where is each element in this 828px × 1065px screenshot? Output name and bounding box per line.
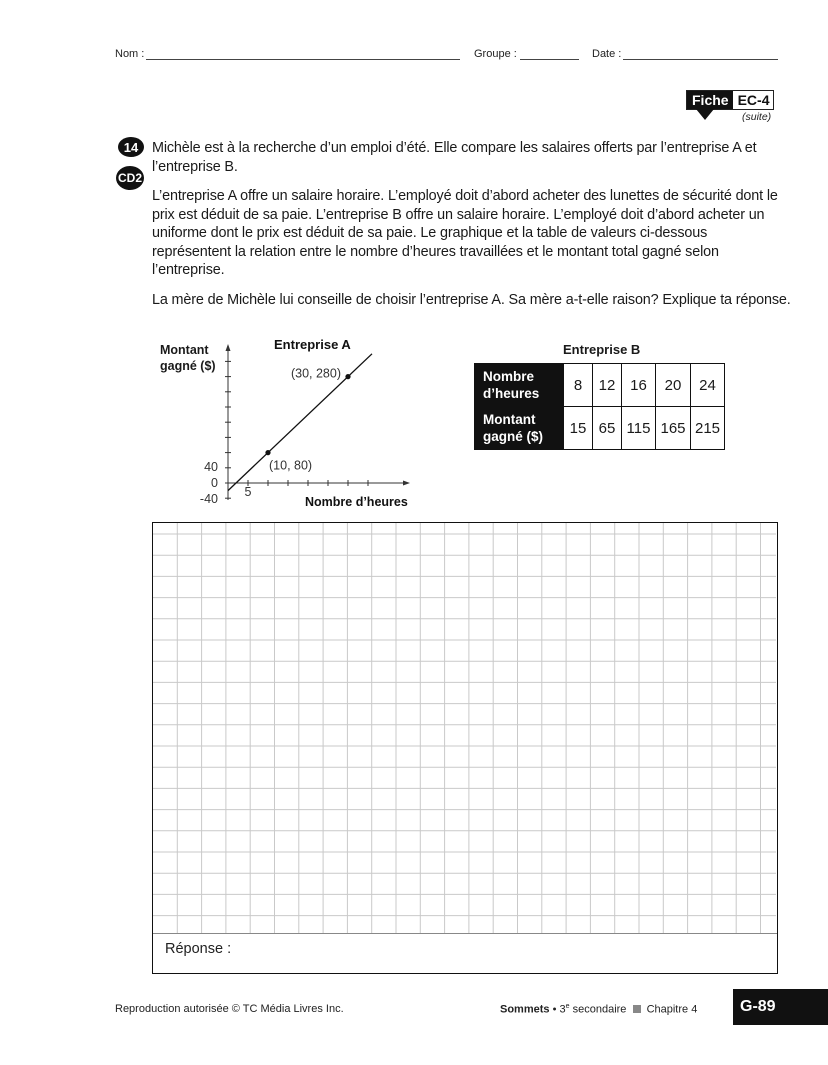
table-b-title: Entreprise B: [563, 342, 641, 357]
group-label: Groupe :: [474, 48, 517, 60]
date-label: Date :: [592, 48, 622, 60]
data-point: [265, 450, 270, 455]
x-tick-label-5: 5: [244, 485, 252, 499]
date-field[interactable]: [623, 59, 778, 60]
fiche-suite: (suite): [742, 111, 772, 123]
question-number-badge: 14: [118, 137, 144, 157]
answer-area[interactable]: [153, 933, 777, 973]
y-tick-label-neg40: -40: [199, 492, 218, 506]
data-point: [345, 374, 350, 379]
name-field[interactable]: [146, 59, 460, 60]
table-cell: 16: [622, 364, 656, 407]
competency-badge: CD2: [116, 166, 144, 190]
y-axis-arrow-icon: [226, 344, 231, 351]
data-point-label: (30, 280): [290, 366, 341, 381]
chart-ylabel-line1: Montant: [160, 343, 209, 357]
level-superscript: e: [565, 1003, 570, 1010]
data-point-label: (10, 80): [269, 458, 313, 473]
question-intro: Michèle est à la recherche d’un emploi d’été. Elle compare les salaires offerts par l’entreprise A et l’entreprise B.: [152, 140, 757, 175]
answer-label: Réponse :: [165, 941, 232, 957]
copyright: Reproduction autorisée © TC Média Livres Inc.: [115, 1003, 344, 1015]
square-bullet-icon: [633, 1005, 641, 1013]
fiche-tag: [686, 90, 774, 110]
question-prompt: La mère de Michèle lui conseille de choisir l’entreprise A. Sa mère a-t-elle raison? Explique ta réponse.: [152, 292, 791, 308]
level-text: secondaire: [572, 1003, 627, 1016]
book-title: Sommets: [500, 1003, 550, 1016]
table-row-amounts: [475, 407, 725, 450]
entreprise-a-chart: [160, 330, 420, 515]
table-cell: 8: [564, 364, 593, 407]
question-body: L’entreprise A offre un salaire horaire. L’employé doit d’abord acheter des lunettes de sécurité dont le prix est déduit de sa paie. L’entreprise B offre un salaire horaire. L’employé doit d’abord acheter un uniforme dont le prix est déduit de sa paie. Le graphique et la table de valeurs ci-dessous représentent la relation entre le nombre d’heures travaillées et le montant total gagné selon l’entreprise.: [152, 188, 778, 278]
table-cell: 12: [593, 364, 622, 407]
table-cell: 65: [593, 407, 622, 450]
y-tick-label-0: 0: [211, 476, 218, 490]
group-field[interactable]: [520, 59, 579, 60]
answer-grid[interactable]: [152, 522, 778, 974]
table-cell: 165: [656, 407, 691, 450]
table-cell: 15: [564, 407, 593, 450]
chart-title: Entreprise A: [274, 337, 351, 352]
table-cell: 24: [691, 364, 725, 407]
table-b: [474, 363, 725, 450]
fiche-label: Fiche: [687, 91, 733, 109]
footer-book-info: [500, 1003, 697, 1016]
chart-ylabel-line2: gagné ($): [160, 359, 216, 373]
name-label: Nom :: [115, 48, 145, 60]
table-row-header-amounts: [475, 407, 564, 450]
bullet-separator: •: [552, 1003, 557, 1016]
fiche-code: EC-4: [733, 91, 774, 109]
table-row-header-hours: [475, 364, 564, 407]
level-number: 3: [559, 1003, 566, 1016]
fiche-pointer-icon: [696, 109, 714, 120]
table-cell: 115: [622, 407, 656, 450]
table-row-hours: [475, 364, 725, 407]
row-header-amounts-line1: Montant: [483, 412, 536, 427]
page-number: G-89: [733, 989, 828, 1025]
chapter: Chapitre 4: [646, 1003, 698, 1016]
row-header-hours-line2: d’heures: [483, 386, 540, 401]
row-header-amounts-line2: gagné ($): [483, 429, 544, 444]
table-cell: 20: [656, 364, 691, 407]
y-tick-label-40: 40: [204, 460, 218, 474]
chart-xlabel: Nombre d’heures: [305, 495, 408, 509]
grid-lines: [153, 523, 776, 972]
row-header-hours-line1: Nombre: [483, 369, 535, 384]
table-cell: 215: [691, 407, 725, 450]
x-axis-arrow-icon: [403, 481, 410, 486]
points-layer: [265, 367, 350, 473]
